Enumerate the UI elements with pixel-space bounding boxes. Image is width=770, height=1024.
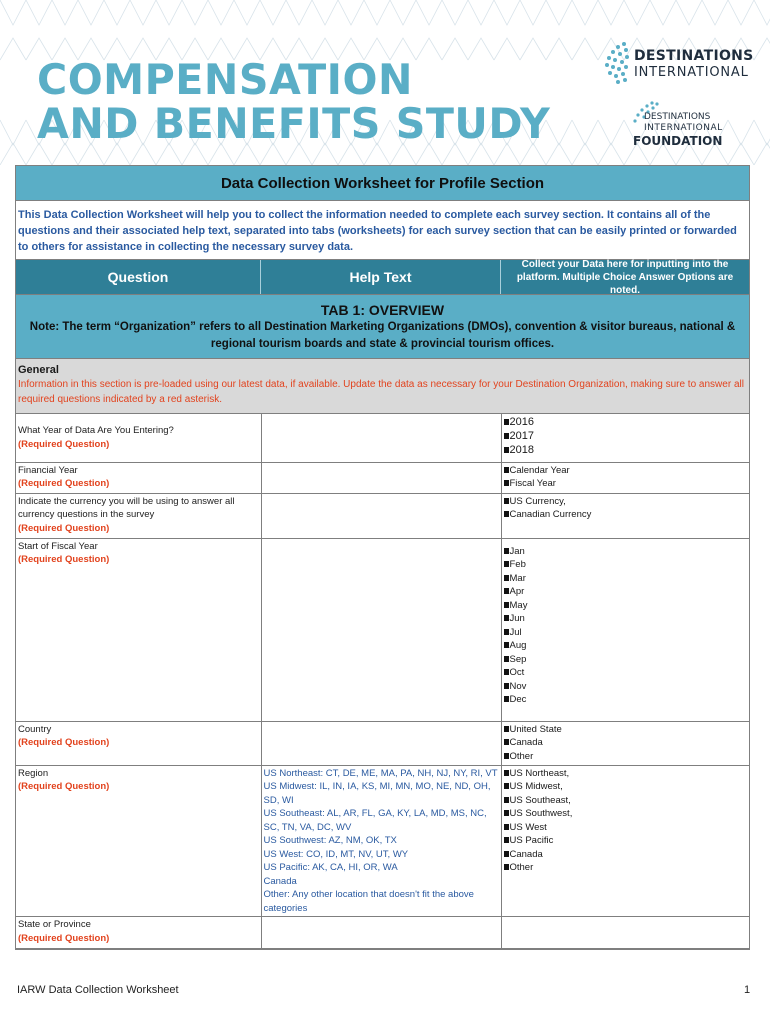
tab-heading	[16, 295, 749, 359]
answer-option-label: Oct	[509, 667, 525, 678]
answer-option[interactable]	[504, 415, 748, 429]
question-text: Region	[18, 767, 49, 779]
checkbox-icon[interactable]	[504, 739, 509, 745]
answer-option-label: 2016	[509, 416, 534, 428]
pattern-stroke	[156, 0, 182, 25]
checkbox-icon[interactable]	[504, 656, 509, 662]
table-row	[16, 414, 749, 462]
pattern-stroke	[26, 0, 52, 25]
answer-option-label: 2017	[509, 430, 534, 442]
question-cell	[16, 765, 261, 917]
answer-options-cell[interactable]	[501, 462, 749, 493]
pattern-stroke	[260, 0, 286, 25]
checkbox-icon[interactable]	[504, 480, 509, 486]
pattern-stroke	[416, 38, 442, 60]
answer-option-label: Other	[509, 862, 534, 873]
answer-option-label: Canada	[509, 848, 543, 860]
answer-option[interactable]	[504, 723, 748, 737]
column-headers	[16, 260, 749, 295]
pattern-stroke	[78, 0, 104, 25]
title-line-1: COMPENSATION	[37, 55, 413, 104]
answer-option-label: Feb	[509, 559, 526, 570]
pattern-stroke	[520, 38, 546, 60]
checkbox-icon[interactable]	[504, 683, 509, 689]
answer-options-cell[interactable]	[501, 721, 749, 765]
question-cell	[16, 462, 261, 493]
answer-option[interactable]	[504, 558, 748, 572]
answer-option-label: United State	[509, 723, 562, 735]
checkbox-icon[interactable]	[504, 602, 509, 608]
question-cell	[16, 917, 261, 949]
checkbox-icon[interactable]	[504, 810, 509, 816]
question-rows	[16, 414, 749, 949]
pattern-stroke	[520, 0, 546, 25]
checkbox-icon[interactable]	[504, 753, 509, 759]
checkbox-icon[interactable]	[504, 797, 509, 803]
table-row	[16, 538, 749, 721]
answer-options-cell[interactable]	[501, 765, 749, 917]
answer-option[interactable]	[504, 477, 748, 491]
checkbox-icon[interactable]	[504, 770, 509, 776]
help-text-line: Canada	[263, 875, 297, 887]
answer-option[interactable]	[504, 443, 748, 457]
pattern-stroke	[754, 143, 770, 165]
answer-option[interactable]	[504, 807, 748, 821]
pattern-stroke	[416, 0, 442, 25]
pattern-stroke	[598, 120, 624, 145]
answer-option-label: US Pacific	[509, 835, 554, 846]
pattern-stroke	[442, 0, 468, 25]
checkbox-icon[interactable]	[504, 642, 509, 648]
column-header-help: Help Text	[261, 260, 501, 294]
answer-option[interactable]	[504, 821, 748, 835]
pattern-stroke	[702, 0, 728, 25]
globe-dots-icon	[604, 40, 632, 86]
answer-option-label: Jul	[509, 626, 522, 638]
pattern-stroke	[754, 0, 770, 25]
answer-option[interactable]	[504, 834, 748, 848]
answer-option-label: US Southeast,	[509, 794, 571, 806]
column-header-question: Question	[16, 260, 261, 294]
table-row	[16, 765, 749, 917]
pattern-stroke	[234, 0, 260, 25]
required-label: (Required Question)	[18, 478, 110, 489]
answer-option[interactable]	[504, 736, 748, 750]
table-row	[16, 462, 749, 493]
logo-text-2: INTERNATIONAL	[634, 65, 749, 80]
help-text-line: US Southwest: AZ, NM, OK, TX	[263, 835, 397, 846]
checkbox-icon[interactable]	[504, 824, 509, 830]
answer-option[interactable]	[504, 429, 748, 443]
help-text-line: US Southeast: AL, AR, FL, GA, KY, LA, MD, MS, NC, SC, TN, VA, DC, WV	[263, 808, 487, 833]
required-label: (Required Question)	[18, 522, 110, 534]
question-cell	[16, 493, 261, 538]
checkbox-icon[interactable]	[504, 864, 509, 870]
pattern-stroke	[598, 143, 624, 165]
answer-options-cell[interactable]	[501, 493, 749, 538]
general-heading: General	[18, 364, 59, 376]
title-line-2: AND BENEFITS STUDY	[37, 99, 551, 148]
pattern-stroke	[0, 38, 26, 60]
table-row	[16, 917, 749, 949]
pattern-stroke	[754, 120, 770, 145]
pattern-stroke	[754, 38, 770, 60]
answer-option[interactable]	[504, 612, 748, 626]
help-text-cell	[261, 462, 501, 493]
pattern-stroke	[0, 0, 26, 25]
pattern-stroke	[0, 143, 26, 165]
answer-option-label: US Northeast,	[509, 767, 570, 779]
required-label: (Required Question)	[18, 737, 110, 748]
answer-option[interactable]	[504, 464, 748, 478]
answer-option-label: May	[509, 599, 528, 611]
answer-option[interactable]	[504, 750, 748, 764]
pattern-stroke	[208, 0, 234, 25]
answer-option[interactable]	[504, 861, 748, 875]
answer-option[interactable]	[504, 572, 748, 586]
destinations-international-foundation-logo	[630, 100, 740, 152]
question-cell	[16, 538, 261, 721]
answer-options-cell[interactable]	[501, 538, 749, 721]
pattern-stroke	[104, 0, 130, 25]
answer-option-label: Canada	[509, 737, 543, 748]
general-text: Information in this section is pre-loaded using our latest data, if available. Update the data as necessary for your Destination Organization, making sure to answer all required questions indicated by a red asterisk.	[18, 379, 744, 405]
worksheet-banner: Data Collection Worksheet for Profile Section	[16, 166, 749, 201]
intro-text: This Data Collection Worksheet will help you to collect the information needed to complete each survey section. It contains all of the questions and their associated help text, separated into tabs (worksheets) for each survey section that can be easily printed or forwarded to others for assistance in collecting the necessary survey data.	[16, 201, 749, 260]
answer-option-label: Jun	[509, 613, 525, 624]
checkbox-icon[interactable]	[504, 575, 509, 581]
help-text-line: US West: CO, ID, MT, NV, UT, WY	[263, 848, 409, 860]
checkbox-icon[interactable]	[504, 498, 509, 504]
pattern-stroke	[130, 0, 156, 25]
answer-option[interactable]	[504, 780, 748, 794]
logo2-text-2: INTERNATIONAL	[644, 123, 723, 133]
answer-option-label: Canadian Currency	[509, 509, 592, 520]
pattern-stroke	[442, 38, 468, 60]
worksheet-table	[15, 165, 750, 950]
pattern-stroke	[546, 0, 572, 25]
help-text-line: US Pacific: AK, CA, HI, OR, WA	[263, 862, 398, 873]
question-cell	[16, 721, 261, 765]
pattern-stroke	[338, 0, 364, 25]
help-text-cell	[261, 414, 501, 462]
pattern-stroke	[676, 0, 702, 25]
pattern-stroke	[572, 0, 598, 25]
checkbox-icon[interactable]	[504, 851, 509, 857]
answer-option-label: Jan	[509, 545, 525, 557]
pattern-stroke	[364, 0, 390, 25]
help-text-line: US Midwest: IL, IN, IA, KS, MI, MN, MO, NE, ND, OH, SD, WI	[263, 781, 491, 806]
pattern-stroke	[52, 0, 78, 25]
page-title	[37, 55, 551, 148]
logo2-text-1: DESTINATIONS	[644, 112, 711, 122]
answer-option-label: Dec	[509, 694, 527, 705]
table-row	[16, 493, 749, 538]
question-text: Start of Fiscal Year	[18, 540, 98, 552]
checkbox-icon[interactable]	[504, 629, 509, 635]
answer-option[interactable]	[504, 508, 748, 522]
question-text: State or Province	[18, 919, 91, 930]
checkbox-icon[interactable]	[504, 419, 509, 425]
answer-option[interactable]	[504, 545, 748, 559]
answer-option[interactable]	[504, 794, 748, 808]
tab-title: TAB 1: OVERVIEW	[320, 302, 445, 318]
checkbox-icon[interactable]	[504, 511, 509, 517]
logo2-text-3: FOUNDATION	[633, 134, 723, 148]
answer-option-label: Fiscal Year	[509, 478, 556, 489]
checkbox-icon[interactable]	[504, 783, 509, 789]
destinations-international-logo	[604, 40, 754, 88]
pattern-stroke	[468, 0, 494, 25]
answer-option[interactable]	[504, 666, 748, 680]
answer-option-label: Apr	[509, 586, 525, 597]
pattern-stroke	[572, 143, 598, 165]
answer-option[interactable]	[504, 585, 748, 599]
help-text-cell	[261, 765, 501, 917]
page-number: 1	[744, 984, 751, 996]
help-text-cell	[261, 721, 501, 765]
answer-option-label: US Midwest,	[509, 781, 563, 792]
answer-options-cell[interactable]	[501, 917, 749, 949]
checkbox-icon[interactable]	[504, 837, 509, 843]
required-label: (Required Question)	[18, 554, 110, 565]
answer-option-label: Nov	[509, 680, 527, 692]
answer-option[interactable]	[504, 639, 748, 653]
checkbox-icon[interactable]	[504, 726, 509, 732]
pattern-stroke	[468, 38, 494, 60]
pattern-stroke	[390, 0, 416, 25]
answer-option-label: Sep	[509, 653, 527, 665]
column-header-collect: Collect your Data here for inputting into the platform. Multiple Choice Answer Options are noted.	[516, 258, 734, 296]
help-text-cell	[261, 538, 501, 721]
page-header	[0, 0, 770, 165]
pattern-stroke	[650, 0, 676, 25]
pattern-stroke	[312, 0, 338, 25]
checkbox-icon[interactable]	[504, 561, 509, 567]
checkbox-icon[interactable]	[504, 433, 509, 439]
question-text: What Year of Data Are You Entering?	[18, 425, 174, 437]
checkbox-icon[interactable]	[504, 696, 509, 702]
answer-option[interactable]	[504, 680, 748, 694]
pattern-stroke	[728, 0, 754, 25]
table-row	[16, 721, 749, 765]
help-text-line: US Northeast: CT, DE, ME, MA, PA, NH, NJ, NY, RI, VT	[263, 767, 498, 779]
help-text-cell	[261, 493, 501, 538]
tab-note: Note: The term “Organization” refers to all Destination Marketing Organizations (DMOs), convention & visitor bureaus, national & regional tourism boards and state & provincial tourism offices.	[29, 321, 736, 350]
answer-option-label: Mar	[509, 572, 526, 584]
pattern-stroke	[0, 120, 26, 145]
help-text-line: Other: Any other location that doesn't fit the above categories	[263, 889, 474, 914]
required-label: (Required Question)	[18, 438, 110, 450]
required-label: (Required Question)	[18, 781, 110, 792]
pattern-stroke	[572, 120, 598, 145]
answer-option-label: Aug	[509, 640, 527, 651]
required-label: (Required Question)	[18, 932, 110, 944]
help-text-cell	[261, 917, 501, 949]
answer-option[interactable]	[504, 626, 748, 640]
answer-option[interactable]	[504, 848, 748, 862]
checkbox-icon[interactable]	[504, 548, 509, 554]
answer-options-cell[interactable]	[501, 414, 749, 462]
answer-option[interactable]	[504, 767, 748, 781]
footer-title: IARW Data Collection Worksheet	[17, 984, 179, 996]
question-text: Country	[18, 723, 52, 735]
answer-option[interactable]	[504, 653, 748, 667]
answer-option-label: US Southwest,	[509, 808, 573, 819]
answer-option[interactable]	[504, 693, 748, 707]
answer-option-label: US West	[509, 821, 547, 833]
pattern-stroke	[572, 38, 598, 60]
answer-option[interactable]	[504, 599, 748, 613]
pattern-stroke	[546, 38, 572, 60]
checkbox-icon[interactable]	[504, 615, 509, 621]
pattern-stroke	[598, 0, 624, 25]
question-text: Indicate the currency you will be using to answer all currency questions in the survey	[18, 495, 235, 520]
pattern-stroke	[494, 38, 520, 60]
checkbox-icon[interactable]	[504, 467, 509, 473]
answer-option-label: 2018	[509, 444, 534, 456]
answer-option[interactable]	[504, 495, 748, 509]
question-cell	[16, 414, 261, 462]
answer-option-label: US Currency,	[509, 495, 566, 507]
pattern-stroke	[624, 0, 650, 25]
pattern-stroke	[494, 0, 520, 25]
checkbox-icon[interactable]	[504, 588, 509, 594]
answer-option-label: Calendar Year	[509, 464, 570, 476]
pattern-stroke	[286, 0, 312, 25]
question-text: Financial Year	[18, 464, 78, 476]
checkbox-icon[interactable]	[504, 447, 509, 453]
answer-option-label: Other	[509, 750, 534, 762]
general-section	[16, 359, 749, 414]
checkbox-icon[interactable]	[504, 669, 509, 675]
pattern-stroke	[182, 0, 208, 25]
logo-text-1: DESTINATIONS	[634, 48, 754, 64]
